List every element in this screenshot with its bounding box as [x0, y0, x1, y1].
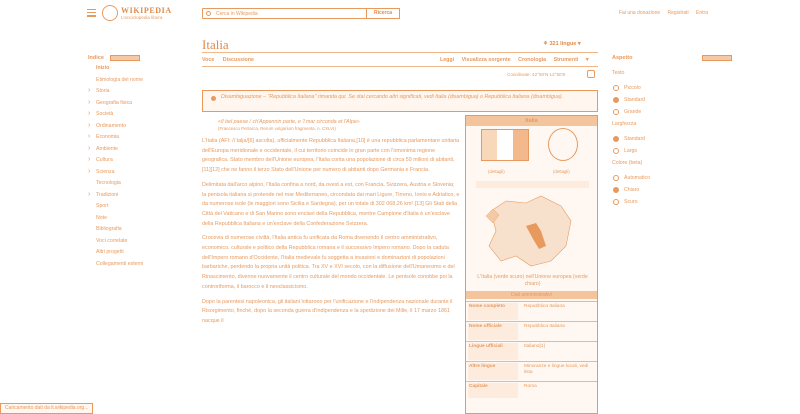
radio-button[interactable]: [613, 97, 619, 103]
infobox: [465, 115, 598, 414]
infobox-row-label: Nome completo: [468, 303, 518, 320]
toc-list: [88, 65, 188, 267]
appearance-option[interactable]: [612, 85, 732, 91]
appearance-panel: [612, 55, 732, 211]
appearance-option[interactable]: [612, 148, 732, 154]
infobox-row-value[interactable]: Repubblica Italiana: [524, 304, 565, 309]
tab-view-source[interactable]: Visualizza sorgente: [461, 57, 511, 63]
appearance-option-label: Largo: [624, 148, 638, 154]
paragraph: L'Italia (AFI: /iˈtalja/[6] ascolta), ufficialmente Repubblica Italiana,[10] è una repubblica parlamentare unitaria dell'Europa meridionale e occidentale, il cui territorio coincide in gran parte con l'omonima regione geografica. Stato membro dell'Unione europea, l'Italia conta una popolazione di circa 59 milioni di abitanti,[11][12] che ne fanno il terzo Stato dell'Unione per numero di abitanti dopo Germania e Francia.: [202, 138, 460, 174]
infobox-row-label: Altre lingue: [468, 363, 518, 380]
search-button[interactable]: Ricerca: [366, 8, 400, 19]
appearance-option-label: Piccolo: [624, 85, 641, 91]
disambiguation-note: [202, 90, 598, 112]
paragraph: Crocevia di numerose civiltà, l'Italia antica fu unificata da Roma divenendo il centro amministrativo, economico, culturale e politico della Repubblica romana e il successivo Impero romano. Dopo la caduta dell'Impero romano d'Occidente, l'Italia medievale fu soggetta a invasioni e dominazioni di popolazioni barbariche, perdendo la propria unità politica. Tra XV e XVI secolo, con la diffusione dell'Umanesimo e del Rinascimento, divenne nuovamente il centro culturale del mondo occidentale. Le penisole conobbe poi la controriforma, il barocco e il neoclassicismo.: [202, 235, 455, 290]
toc-item[interactable]: › Ordinamento: [88, 123, 188, 129]
toc-item[interactable]: › Storia: [88, 88, 188, 94]
appearance-option-label: Chiaro: [624, 187, 640, 193]
donate-link[interactable]: Fai una donazione: [618, 10, 661, 16]
login-link[interactable]: Entra: [696, 10, 708, 16]
appearance-option-label: Standard: [624, 97, 646, 103]
search-icon: [206, 11, 211, 16]
toc-item[interactable]: Bibliografia: [96, 226, 122, 232]
radio-button[interactable]: [613, 175, 619, 181]
info-icon: [211, 96, 216, 101]
toc-item[interactable]: Voci correlate: [96, 237, 128, 244]
view-tabs: [440, 57, 595, 63]
appearance-group-label: Larghezza: [612, 121, 637, 127]
coordinates[interactable]: Coordinate: 42°50'N 12°50'E: [507, 72, 566, 77]
status-bar: Caricamento dati da it.wikipedia.org...: [0, 403, 93, 414]
appearance-option-label: Automatico: [624, 175, 650, 181]
emblem-details-link[interactable]: (dettagli): [553, 169, 570, 174]
toc-item[interactable]: › Scienza: [88, 169, 188, 175]
infobox-row-label: Lingue ufficiali: [468, 343, 518, 360]
epigraph-source: (Francesco Petrarca, Rerum vulgarium fragmenta, n. CXLVI): [218, 126, 336, 131]
appearance-option[interactable]: [612, 175, 732, 181]
lock-icon: [587, 70, 595, 78]
title-divider: [202, 52, 598, 53]
appearance-group-label: Testo: [612, 70, 625, 76]
tab-talk[interactable]: Discussione: [222, 57, 254, 63]
map-caption: L'Italia (verde scuro) nell'Unione europea (verde chiaro): [477, 274, 588, 287]
infobox-row: [466, 301, 597, 321]
logo-tagline: L'enciclopedia libera: [121, 15, 163, 20]
infobox-row-value[interactable]: Roma: [524, 384, 537, 389]
article-body: [202, 119, 460, 332]
radio-button[interactable]: [613, 199, 619, 205]
locator-map[interactable]: [481, 191, 581, 271]
tab-article[interactable]: Voce: [202, 57, 215, 63]
appearance-option[interactable]: [612, 199, 732, 205]
emblem-image[interactable]: [548, 128, 578, 161]
register-link[interactable]: Registrati: [667, 10, 689, 16]
toc-item[interactable]: Collegamenti esterni: [96, 260, 144, 267]
infobox-row-value[interactable]: Repubblica Italiana: [524, 324, 565, 329]
toc-item[interactable]: Sport: [96, 203, 109, 209]
flag-image[interactable]: [481, 129, 529, 161]
toc-item[interactable]: Note: [96, 214, 107, 221]
appearance-hide-button[interactable]: [702, 55, 732, 61]
appearance-group-label: Colore (beta): [612, 160, 643, 166]
appearance-option-label: Grande: [624, 109, 642, 115]
infobox-row-label: Capitale: [468, 383, 518, 398]
paragraph: Dopo la parentesi napoleonica, gli italiani lottarono per l'unificazione e l'indipendenza nazionale durante il Risorgimento, finché, dopo la seconda guerra d'indipendenza e la spedizione dei Mille, il 17 marzo 1861 nacque il: [202, 298, 453, 324]
infobox-section-header: Dati amministrativi: [466, 291, 597, 299]
wikipedia-logo[interactable]: [102, 5, 118, 21]
infobox-row: [466, 381, 597, 399]
language-button[interactable]: ⚘ 321 lingue ▾: [543, 41, 581, 47]
tab-read[interactable]: Leggi: [440, 57, 455, 63]
site-header: [0, 0, 800, 30]
paragraph: Delimitata dall'arco alpino, l'Italia confina a nord, da ovest a est, con Francia, Svizzera, Austria e Slovenia; la penisola italiana si protende nel mar Mediterraneo, circondata dai mari Ligure, Tirreno, Ionio e Adriatico, e da numerose isole (le maggiori sono Sicilia e Sardegna), per un totale di 302 068,26 km².[13] Gli Stati della Città del Vaticano e di San Marino sono enclavi della Repubblica, mentre Campione d'Italia è un'exclave della Repubblica Italiana e un'exclave della Confederazione Svizzera.: [202, 181, 460, 227]
main-menu-icon[interactable]: [87, 9, 96, 17]
radio-button[interactable]: [613, 136, 619, 142]
infobox-row: [466, 341, 597, 361]
hatnote-text: Disambiguazione – "Repubblica Italiana" rimanda qui. Se stai cercando altri significati, vedi Italia (disambigua) o Repubblica Italiana (disambigua).: [221, 94, 564, 100]
tab-tools[interactable]: Strumenti ▾: [553, 57, 589, 63]
infobox-row-value[interactable]: Minoranze e lingue locali, vedi lista: [524, 364, 589, 375]
toc-title: Indice: [88, 55, 104, 61]
tab-history[interactable]: Cronologia: [518, 57, 547, 63]
radio-button[interactable]: [613, 148, 619, 154]
toc-item[interactable]: Etimologia del nome: [96, 76, 144, 83]
radio-button[interactable]: [613, 187, 619, 193]
epigraph: «Il bel paese / ch'Appennin parte, e 'l mar circonda et l'Alpe»: [218, 119, 360, 125]
infobox-row-label: Nome ufficiale: [468, 323, 518, 340]
appearance-option-label: Scuro: [624, 199, 638, 205]
search-input[interactable]: [216, 10, 366, 18]
infobox-row: [466, 361, 597, 381]
user-links: [613, 10, 708, 16]
appearance-title: Aspetto: [612, 55, 633, 61]
appearance-option[interactable]: [612, 97, 732, 103]
toc-item[interactable]: Altri progetti: [96, 249, 124, 255]
radio-button[interactable]: [613, 85, 619, 91]
toc-item[interactable]: › Cultura: [88, 157, 188, 163]
appearance-option[interactable]: [612, 109, 732, 115]
toc-item[interactable]: › Economia: [88, 134, 188, 140]
toc-item[interactable]: Tecnologia: [96, 180, 121, 186]
flag-details-link[interactable]: (dettagli): [488, 169, 505, 174]
infobox-row: [466, 321, 597, 341]
page-title: Italia: [202, 37, 229, 52]
radio-button[interactable]: [613, 109, 619, 115]
appearance-option[interactable]: [612, 136, 732, 142]
toc-item[interactable]: › Ambiente: [88, 146, 188, 152]
toc-item[interactable]: › Tradizioni: [88, 192, 188, 198]
namespace-tabs: [202, 57, 261, 63]
toc-item[interactable]: › Geografia fisica: [88, 100, 188, 106]
appearance-option-label: Standard: [624, 136, 646, 142]
table-of-contents: [88, 55, 188, 272]
tabs-divider: [202, 66, 598, 67]
appearance-option[interactable]: [612, 187, 732, 193]
toc-hide-button[interactable]: [110, 55, 140, 61]
infobox-title: Italia: [466, 116, 597, 126]
toc-item[interactable]: Inizio: [96, 65, 110, 71]
infobox-row-value[interactable]: Italiano[1]: [524, 344, 545, 349]
motto: [476, 181, 589, 188]
logo-wordmark[interactable]: WIKIPEDIA: [121, 6, 172, 15]
toc-item[interactable]: › Società: [88, 111, 188, 117]
